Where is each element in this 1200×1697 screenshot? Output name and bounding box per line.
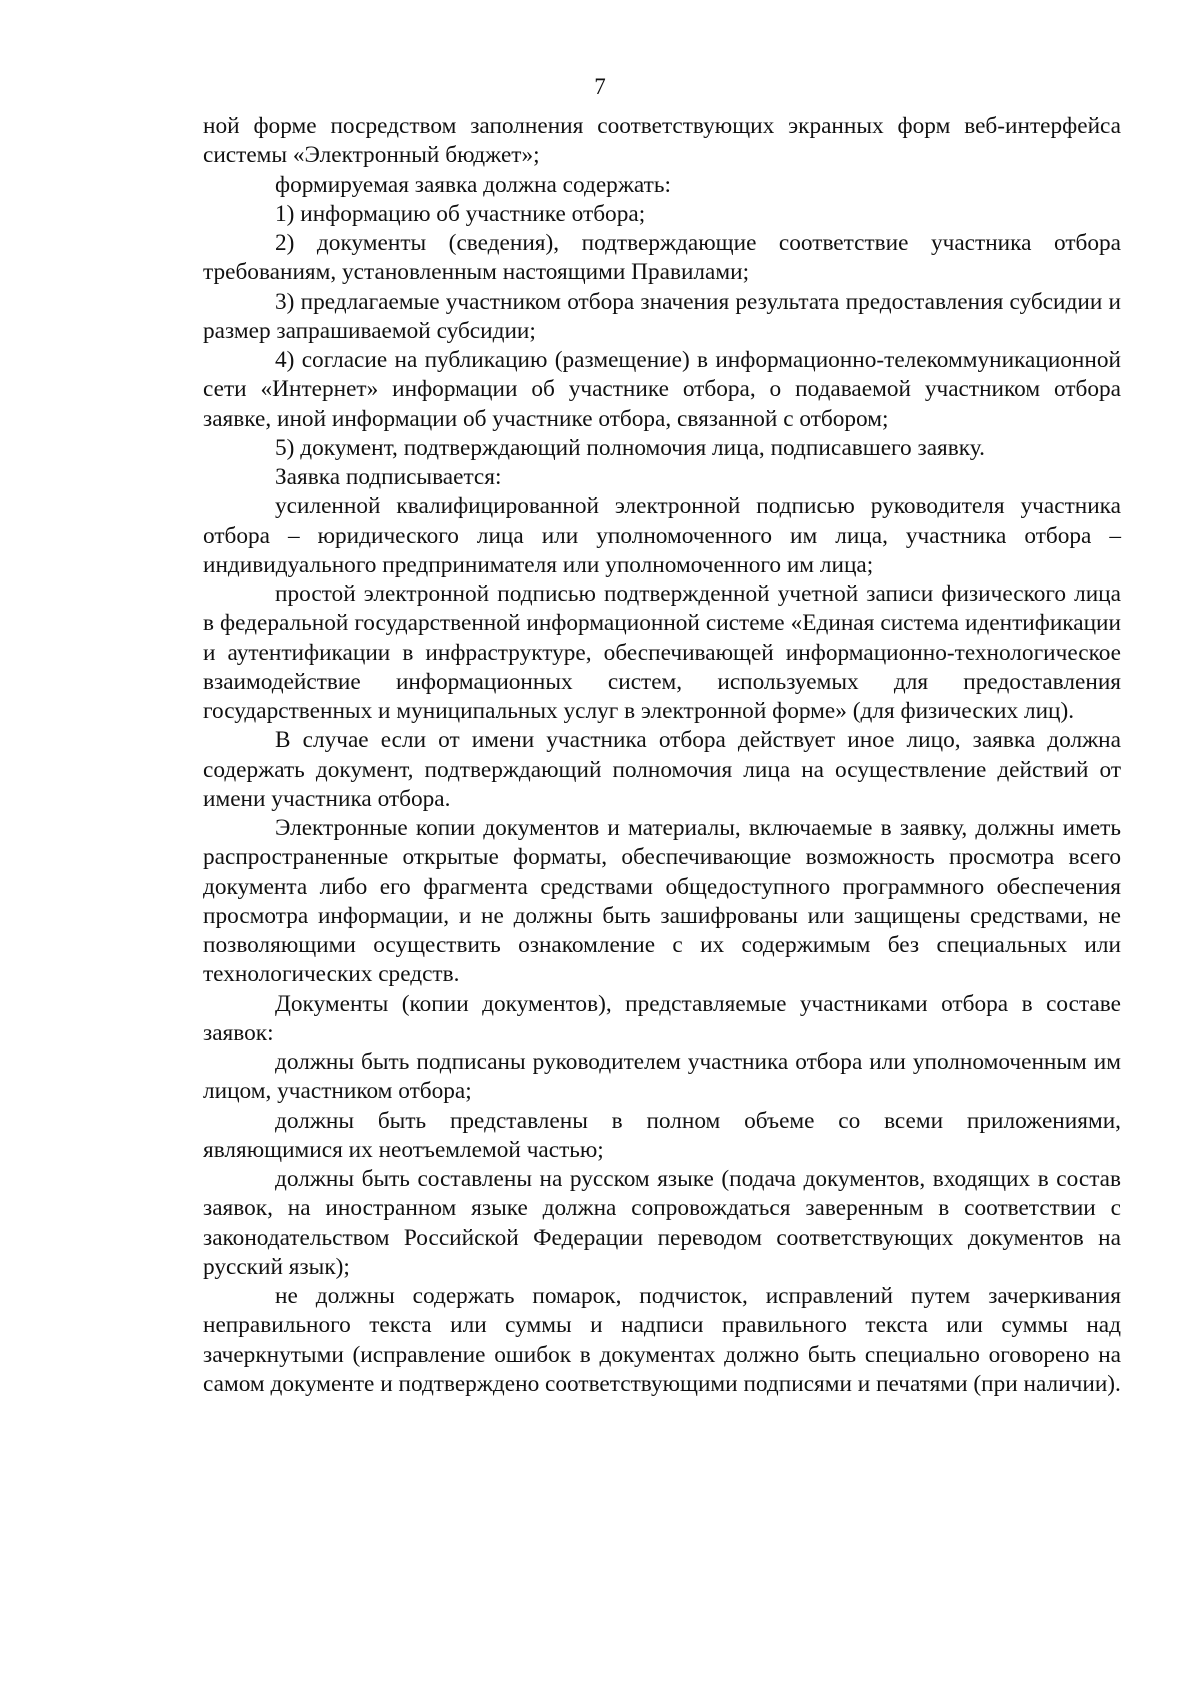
paragraph-item-2: 2) документы (сведения), подтверждающие соответствие участника отбора требованиям, установленным настоящими Правилами; xyxy=(203,230,1121,286)
paragraph-documents-signed: должны быть подписаны руководителем участника отбора или уполномоченным им лицом, участником отбора; xyxy=(203,1049,1121,1105)
page-number: 7 xyxy=(594,74,606,99)
paragraph-application-contents-intro: формируемая заявка должна содержать: xyxy=(275,171,671,198)
document-body xyxy=(203,112,1121,1399)
paragraph-item-5: 5) документ, подтверждающий полномочия лица, подписавшего заявку. xyxy=(275,434,985,461)
paragraph-item-3: 3) предлагаемые участником отбора значения результата предоставления субсидии и размер запрашиваемой субсидии; xyxy=(203,288,1121,344)
paragraph-documents-complete: должны быть представлены в полном объеме со всеми приложениями, являющимися их неотъемлемой частью; xyxy=(203,1107,1121,1163)
paragraph-other-person: В случае если от имени участника отбора действует иное лицо, заявка должна содержать документ, подтверждающий полномочия лица на осуществление действий от имени участника отбора. xyxy=(203,727,1121,812)
paragraph-continuation: ной форме посредством заполнения соответствующих экранных форм веб-интерфейса системы «Электронный бюджет»; xyxy=(203,113,1121,169)
paragraph-item-1: 1) информацию об участнике отбора; xyxy=(275,200,646,227)
paragraph-documents-no-corrections: не должны содержать помарок, подчисток, исправлений путем зачеркивания неправильного текста или суммы и надписи правильного текста или суммы над зачеркнутыми (исправление ошибок в документах должно быть специально оговорено на самом документе и подтверждено соответствующими подписями и печатями (при наличии). xyxy=(203,1283,1121,1397)
paragraph-item-4: 4) согласие на публикацию (размещение) в информационно-телекоммуникационной сети «Интернет» информации об участнике отбора, о подаваемой участником отбора заявке, иной информации об участнике отбора, связанной с отбором; xyxy=(203,347,1121,432)
paragraph-documents-intro: Документы (копии документов), представляемые участниками отбора в составе заявок: xyxy=(203,990,1121,1046)
paragraph-qualified-signature: усиленной квалифицированной электронной подписью руководителя участника отбора – юридического лица или уполномоченного им лица, участника отбора – индивидуального предпринимателя или уполномоченного им лица; xyxy=(203,493,1121,578)
paragraph-signing-intro: Заявка подписывается: xyxy=(275,464,502,490)
paragraph-documents-russian: должны быть составлены на русском языке (подача документов, входящих в состав заявок, на иностранном языке должна сопровождаться заверенным в соответствии с законодательством Российской Федерации переводом соответствующих документов на русский язык); xyxy=(203,1166,1121,1280)
paragraph-electronic-copies: Электронные копии документов и материалы, включаемые в заявку, должны иметь распространенные открытые форматы, обеспечивающие возможность просмотра всего документа либо его фрагмента средствами общедоступного программного обеспечения просмотра информации, и не должны быть зашифрованы или защищены средствами, не позволяющими осуществить ознакомление с их содержимым без специальных или технологических средств. xyxy=(203,815,1121,988)
paragraph-simple-signature: простой электронной подписью подтвержденной учетной записи физического лица в федеральной государственной информационной системе «Единая система идентификации и аутентификации в инфраструктуре, обеспечивающей информационно-технологическое взаимодействие информационных систем, используемых для предоставления государственных и муниципальных услуг в электронной форме» (для физических лиц). xyxy=(203,581,1121,724)
